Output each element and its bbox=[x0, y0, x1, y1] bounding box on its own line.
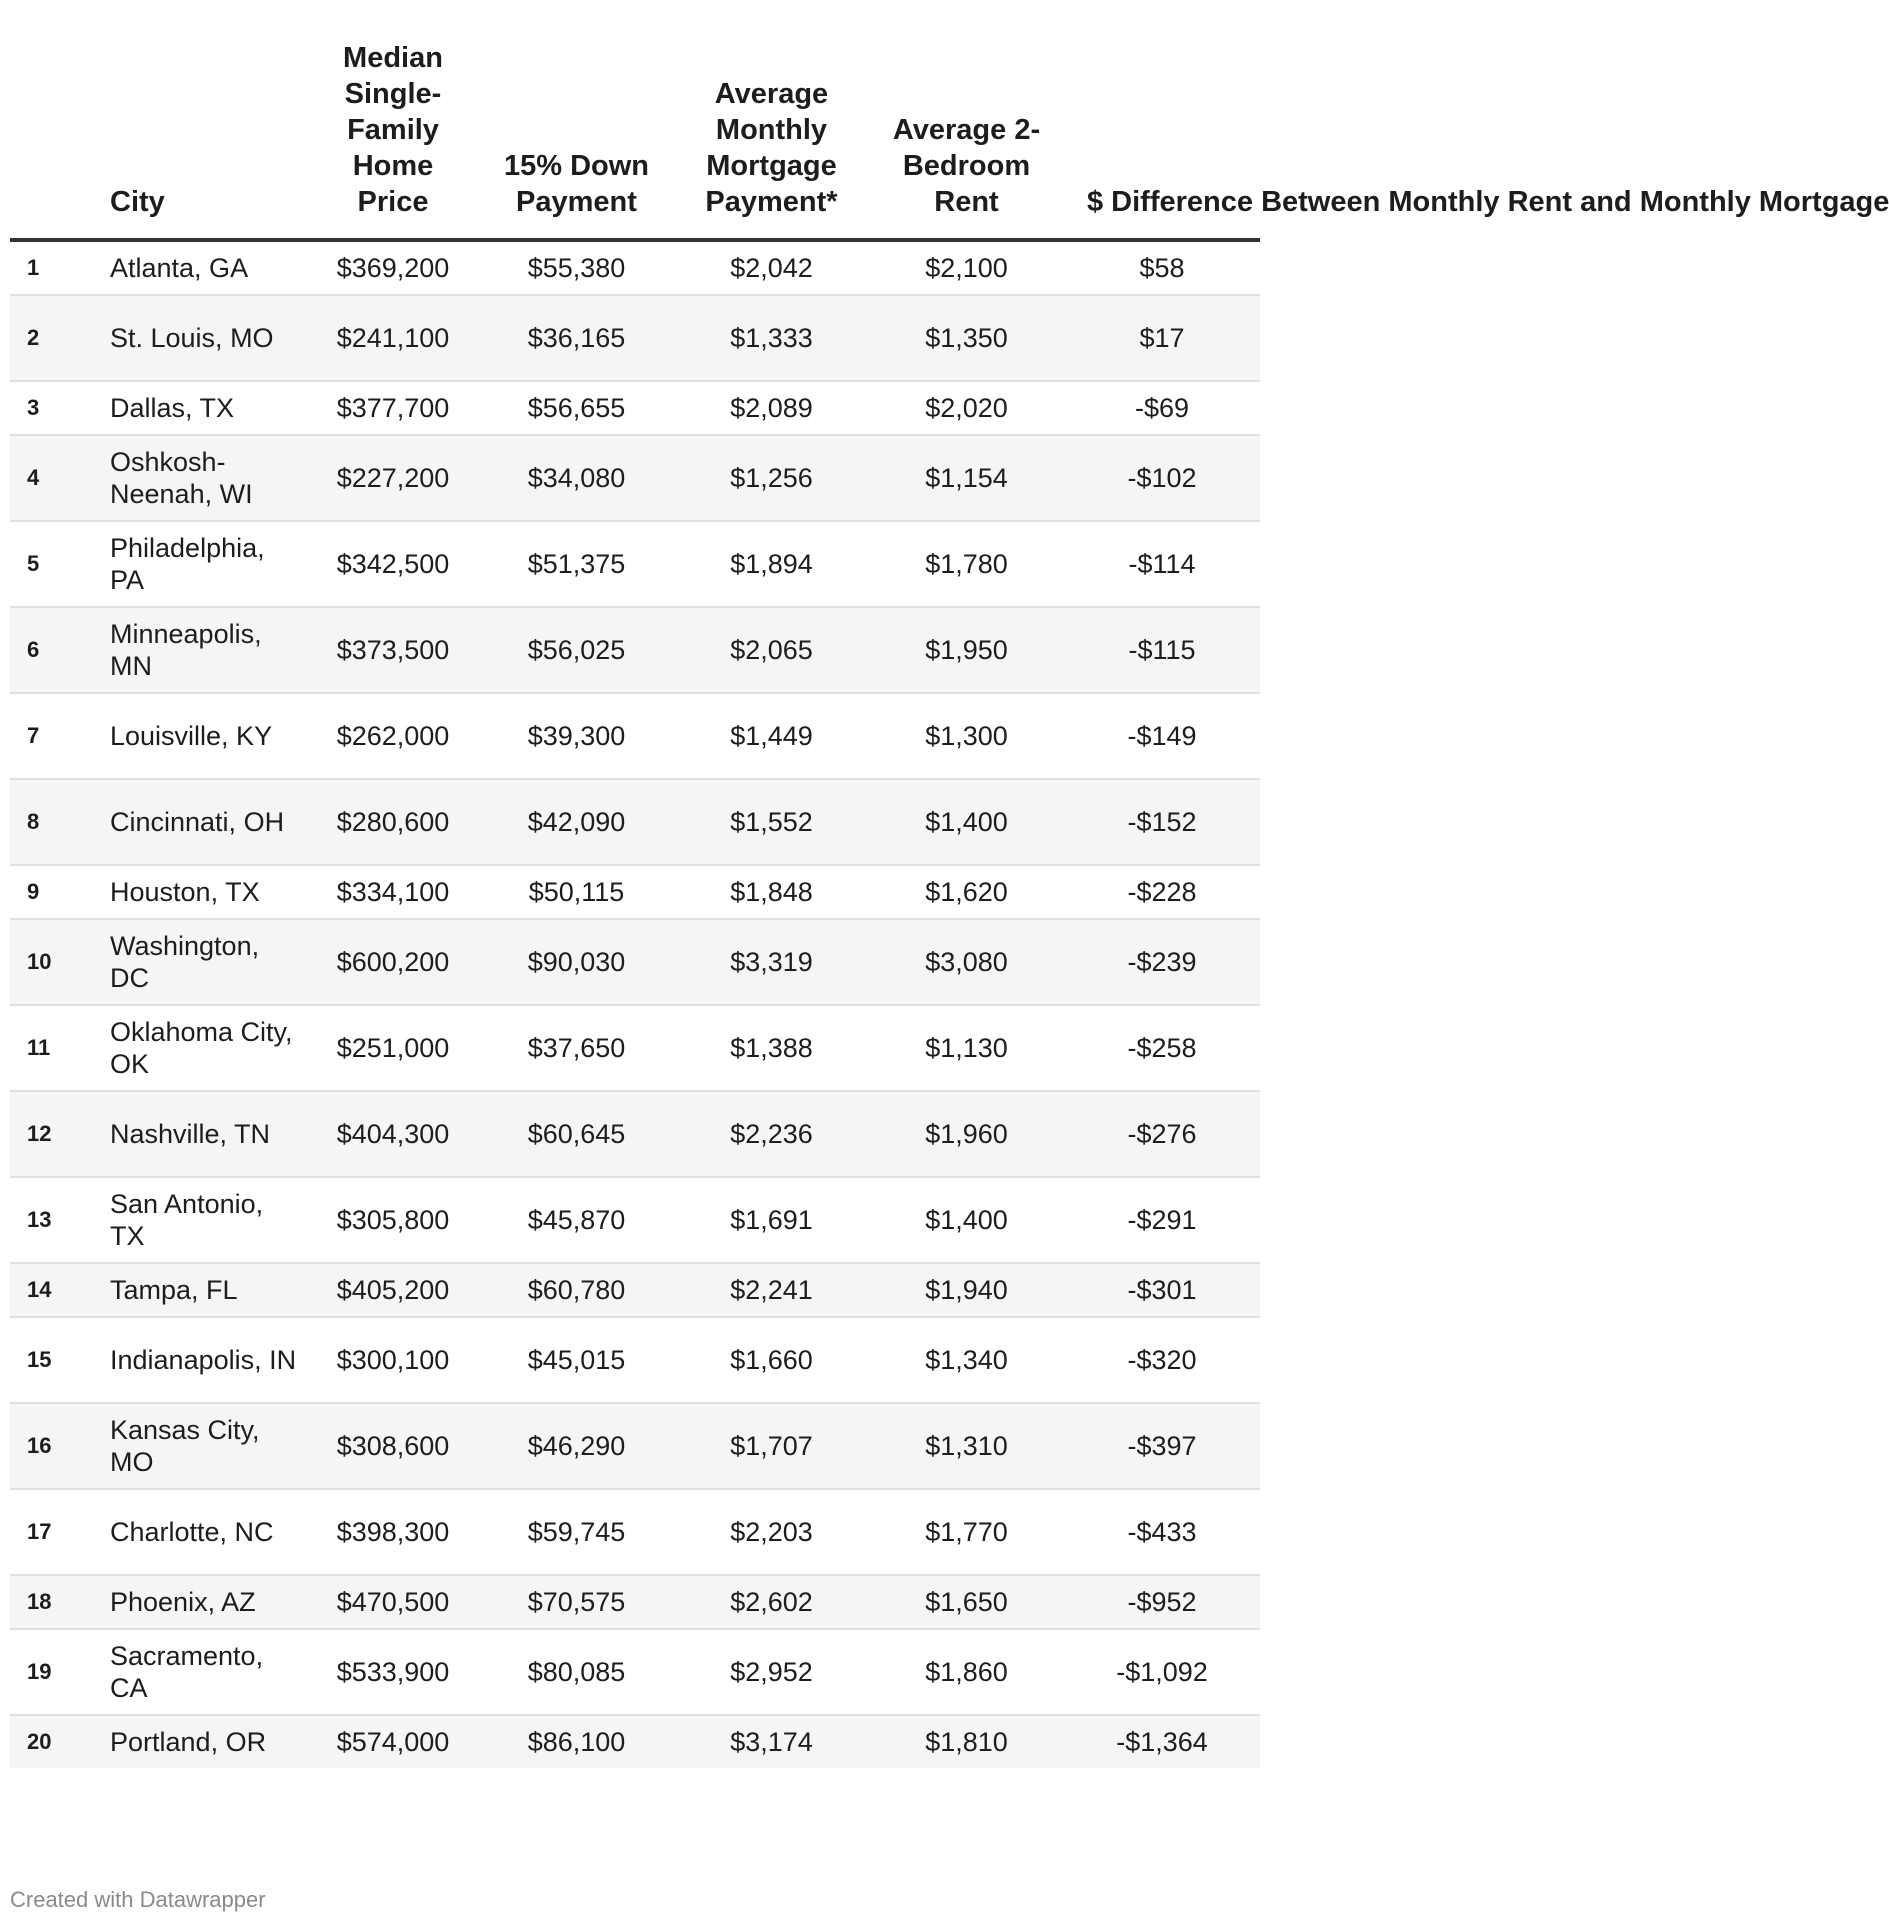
cell-down-payment: $60,780 bbox=[479, 1263, 674, 1317]
cell-rank: 1 bbox=[10, 240, 102, 295]
cell-mortgage-payment: $1,552 bbox=[674, 779, 869, 865]
cell-down-payment: $86,100 bbox=[479, 1715, 674, 1768]
table-row bbox=[10, 435, 1260, 521]
cell-mortgage-payment: $1,388 bbox=[674, 1005, 869, 1091]
cell-city: Philadelphia, PA bbox=[102, 521, 307, 607]
cell-rank: 2 bbox=[10, 295, 102, 381]
cell-difference: -$115 bbox=[1064, 607, 1260, 693]
cell-down-payment: $59,745 bbox=[479, 1489, 674, 1575]
cell-difference: -$276 bbox=[1064, 1091, 1260, 1177]
cell-median-price: $262,000 bbox=[307, 693, 479, 779]
cell-rent: $1,780 bbox=[869, 521, 1064, 607]
cell-mortgage-payment: $2,065 bbox=[674, 607, 869, 693]
cell-rent: $1,130 bbox=[869, 1005, 1064, 1091]
cell-median-price: $377,700 bbox=[307, 381, 479, 435]
cell-rank: 7 bbox=[10, 693, 102, 779]
cell-rank: 20 bbox=[10, 1715, 102, 1768]
cell-rank: 13 bbox=[10, 1177, 102, 1263]
cell-median-price: $369,200 bbox=[307, 240, 479, 295]
header-rent: Average 2-Bedroom Rent bbox=[869, 40, 1064, 240]
cell-median-price: $405,200 bbox=[307, 1263, 479, 1317]
cell-median-price: $300,100 bbox=[307, 1317, 479, 1403]
table-row bbox=[10, 1091, 1260, 1177]
cell-mortgage-payment: $1,707 bbox=[674, 1403, 869, 1489]
cell-difference: -$1,092 bbox=[1064, 1629, 1260, 1715]
cell-rank: 17 bbox=[10, 1489, 102, 1575]
cell-rent: $1,400 bbox=[869, 779, 1064, 865]
cell-rent: $3,080 bbox=[869, 919, 1064, 1005]
cell-down-payment: $50,115 bbox=[479, 865, 674, 919]
header-difference-text: $ Difference Between Monthly Rent and Monthly Mortgage bbox=[1087, 186, 1889, 218]
cell-city: Houston, TX bbox=[102, 865, 307, 919]
table-row bbox=[10, 1629, 1260, 1715]
cell-difference: -$69 bbox=[1064, 381, 1260, 435]
cell-rank: 6 bbox=[10, 607, 102, 693]
cell-mortgage-payment: $2,042 bbox=[674, 240, 869, 295]
cell-rank: 12 bbox=[10, 1091, 102, 1177]
header-down-payment: 15% Down Payment bbox=[479, 40, 674, 240]
table-row bbox=[10, 240, 1260, 295]
cell-difference: -$149 bbox=[1064, 693, 1260, 779]
cell-city: Nashville, TN bbox=[102, 1091, 307, 1177]
cell-median-price: $241,100 bbox=[307, 295, 479, 381]
table-row bbox=[10, 1177, 1260, 1263]
data-table bbox=[10, 40, 1889, 1768]
cell-difference: -$102 bbox=[1064, 435, 1260, 521]
cell-city: Portland, OR bbox=[102, 1715, 307, 1768]
table-row bbox=[10, 779, 1260, 865]
cell-difference: -$397 bbox=[1064, 1403, 1260, 1489]
cell-rank: 8 bbox=[10, 779, 102, 865]
cell-mortgage-payment: $1,848 bbox=[674, 865, 869, 919]
cell-median-price: $600,200 bbox=[307, 919, 479, 1005]
table-row bbox=[10, 1005, 1260, 1091]
cell-difference: $17 bbox=[1064, 295, 1260, 381]
cell-rent: $1,300 bbox=[869, 693, 1064, 779]
cell-city: San Antonio, TX bbox=[102, 1177, 307, 1263]
header-row bbox=[10, 40, 1260, 240]
cell-median-price: $398,300 bbox=[307, 1489, 479, 1575]
cell-down-payment: $45,015 bbox=[479, 1317, 674, 1403]
cell-down-payment: $55,380 bbox=[479, 240, 674, 295]
cell-median-price: $334,100 bbox=[307, 865, 479, 919]
cell-city: St. Louis, MO bbox=[102, 295, 307, 381]
cell-rank: 14 bbox=[10, 1263, 102, 1317]
header-city: City bbox=[102, 40, 307, 240]
cell-city: Sacramento, CA bbox=[102, 1629, 307, 1715]
table-row bbox=[10, 1317, 1260, 1403]
cell-rent: $1,810 bbox=[869, 1715, 1064, 1768]
cell-median-price: $227,200 bbox=[307, 435, 479, 521]
cell-down-payment: $51,375 bbox=[479, 521, 674, 607]
footer-credit: Created with Datawrapper bbox=[10, 1887, 266, 1912]
cell-rank: 11 bbox=[10, 1005, 102, 1091]
cell-mortgage-payment: $2,241 bbox=[674, 1263, 869, 1317]
table-row bbox=[10, 693, 1260, 779]
cell-difference: -$152 bbox=[1064, 779, 1260, 865]
cell-median-price: $308,600 bbox=[307, 1403, 479, 1489]
cell-rent: $1,350 bbox=[869, 295, 1064, 381]
cell-mortgage-payment: $3,319 bbox=[674, 919, 869, 1005]
cell-city: Cincinnati, OH bbox=[102, 779, 307, 865]
cell-difference: -$239 bbox=[1064, 919, 1260, 1005]
cell-rent: $1,960 bbox=[869, 1091, 1064, 1177]
cell-difference: -$228 bbox=[1064, 865, 1260, 919]
cell-median-price: $404,300 bbox=[307, 1091, 479, 1177]
cell-city: Atlanta, GA bbox=[102, 240, 307, 295]
cell-difference: -$301 bbox=[1064, 1263, 1260, 1317]
cell-median-price: $574,000 bbox=[307, 1715, 479, 1768]
cell-rent: $1,400 bbox=[869, 1177, 1064, 1263]
cell-mortgage-payment: $3,174 bbox=[674, 1715, 869, 1768]
cell-mortgage-payment: $1,256 bbox=[674, 435, 869, 521]
cell-city: Phoenix, AZ bbox=[102, 1575, 307, 1629]
cell-mortgage-payment: $2,952 bbox=[674, 1629, 869, 1715]
table-row bbox=[10, 1715, 1260, 1768]
cell-rent: $2,020 bbox=[869, 381, 1064, 435]
cell-city: Oklahoma City, OK bbox=[102, 1005, 307, 1091]
cell-median-price: $533,900 bbox=[307, 1629, 479, 1715]
cell-rent: $2,100 bbox=[869, 240, 1064, 295]
cell-mortgage-payment: $2,203 bbox=[674, 1489, 869, 1575]
cell-rank: 19 bbox=[10, 1629, 102, 1715]
cell-mortgage-payment: $1,660 bbox=[674, 1317, 869, 1403]
cell-down-payment: $39,300 bbox=[479, 693, 674, 779]
cell-rank: 9 bbox=[10, 865, 102, 919]
cell-rank: 18 bbox=[10, 1575, 102, 1629]
cell-down-payment: $42,090 bbox=[479, 779, 674, 865]
cell-mortgage-payment: $1,691 bbox=[674, 1177, 869, 1263]
cell-city: Louisville, KY bbox=[102, 693, 307, 779]
cell-median-price: $251,000 bbox=[307, 1005, 479, 1091]
cell-down-payment: $70,575 bbox=[479, 1575, 674, 1629]
table-row bbox=[10, 381, 1260, 435]
table-row bbox=[10, 1575, 1260, 1629]
cell-mortgage-payment: $1,894 bbox=[674, 521, 869, 607]
cell-difference: -$291 bbox=[1064, 1177, 1260, 1263]
cell-difference: -$114 bbox=[1064, 521, 1260, 607]
cell-city: Washington, DC bbox=[102, 919, 307, 1005]
cell-mortgage-payment: $2,089 bbox=[674, 381, 869, 435]
cell-rank: 3 bbox=[10, 381, 102, 435]
cell-rent: $1,154 bbox=[869, 435, 1064, 521]
table-row bbox=[10, 295, 1260, 381]
cell-mortgage-payment: $1,333 bbox=[674, 295, 869, 381]
table-container bbox=[10, 0, 1889, 1920]
table-row bbox=[10, 1263, 1260, 1317]
cell-rank: 16 bbox=[10, 1403, 102, 1489]
cell-rent: $1,620 bbox=[869, 865, 1064, 919]
cell-down-payment: $56,655 bbox=[479, 381, 674, 435]
cell-median-price: $342,500 bbox=[307, 521, 479, 607]
cell-median-price: $470,500 bbox=[307, 1575, 479, 1629]
cell-down-payment: $45,870 bbox=[479, 1177, 674, 1263]
cell-difference: -$258 bbox=[1064, 1005, 1260, 1091]
header-rank bbox=[10, 40, 102, 240]
table-row bbox=[10, 1403, 1260, 1489]
cell-difference: $58 bbox=[1064, 240, 1260, 295]
table-row bbox=[10, 1489, 1260, 1575]
cell-city: Kansas City, MO bbox=[102, 1403, 307, 1489]
cell-down-payment: $90,030 bbox=[479, 919, 674, 1005]
table-row bbox=[10, 865, 1260, 919]
cell-rank: 10 bbox=[10, 919, 102, 1005]
cell-down-payment: $37,650 bbox=[479, 1005, 674, 1091]
cell-down-payment: $46,290 bbox=[479, 1403, 674, 1489]
cell-rent: $1,860 bbox=[869, 1629, 1064, 1715]
cell-difference: -$433 bbox=[1064, 1489, 1260, 1575]
cell-rank: 5 bbox=[10, 521, 102, 607]
cell-rank: 15 bbox=[10, 1317, 102, 1403]
table-body bbox=[10, 240, 1260, 1768]
cell-city: Charlotte, NC bbox=[102, 1489, 307, 1575]
header-difference bbox=[1064, 40, 1889, 240]
cell-rent: $1,310 bbox=[869, 1403, 1064, 1489]
cell-difference: -$952 bbox=[1064, 1575, 1260, 1629]
cell-difference: -$320 bbox=[1064, 1317, 1260, 1403]
cell-mortgage-payment: $1,449 bbox=[674, 693, 869, 779]
cell-city: Dallas, TX bbox=[102, 381, 307, 435]
cell-rent: $1,770 bbox=[869, 1489, 1064, 1575]
cell-mortgage-payment: $2,236 bbox=[674, 1091, 869, 1177]
cell-median-price: $373,500 bbox=[307, 607, 479, 693]
cell-median-price: $305,800 bbox=[307, 1177, 479, 1263]
cell-down-payment: $60,645 bbox=[479, 1091, 674, 1177]
table-row bbox=[10, 919, 1260, 1005]
cell-rent: $1,340 bbox=[869, 1317, 1064, 1403]
cell-city: Minneapolis, MN bbox=[102, 607, 307, 693]
table-header bbox=[10, 40, 1889, 240]
cell-city: Oshkosh-Neenah, WI bbox=[102, 435, 307, 521]
cell-difference: -$1,364 bbox=[1064, 1715, 1260, 1768]
table-row bbox=[10, 521, 1260, 607]
header-median-price: Median Single-Family Home Price bbox=[307, 40, 479, 240]
cell-median-price: $280,600 bbox=[307, 779, 479, 865]
cell-city: Tampa, FL bbox=[102, 1263, 307, 1317]
cell-down-payment: $36,165 bbox=[479, 295, 674, 381]
header-mortgage-payment: Average Monthly Mortgage Payment* bbox=[674, 40, 869, 240]
cell-rent: $1,650 bbox=[869, 1575, 1064, 1629]
cell-rent: $1,950 bbox=[869, 607, 1064, 693]
cell-rent: $1,940 bbox=[869, 1263, 1064, 1317]
cell-down-payment: $80,085 bbox=[479, 1629, 674, 1715]
cell-down-payment: $34,080 bbox=[479, 435, 674, 521]
cell-rank: 4 bbox=[10, 435, 102, 521]
cell-down-payment: $56,025 bbox=[479, 607, 674, 693]
cell-mortgage-payment: $2,602 bbox=[674, 1575, 869, 1629]
table-row bbox=[10, 607, 1260, 693]
cell-city: Indianapolis, IN bbox=[102, 1317, 307, 1403]
